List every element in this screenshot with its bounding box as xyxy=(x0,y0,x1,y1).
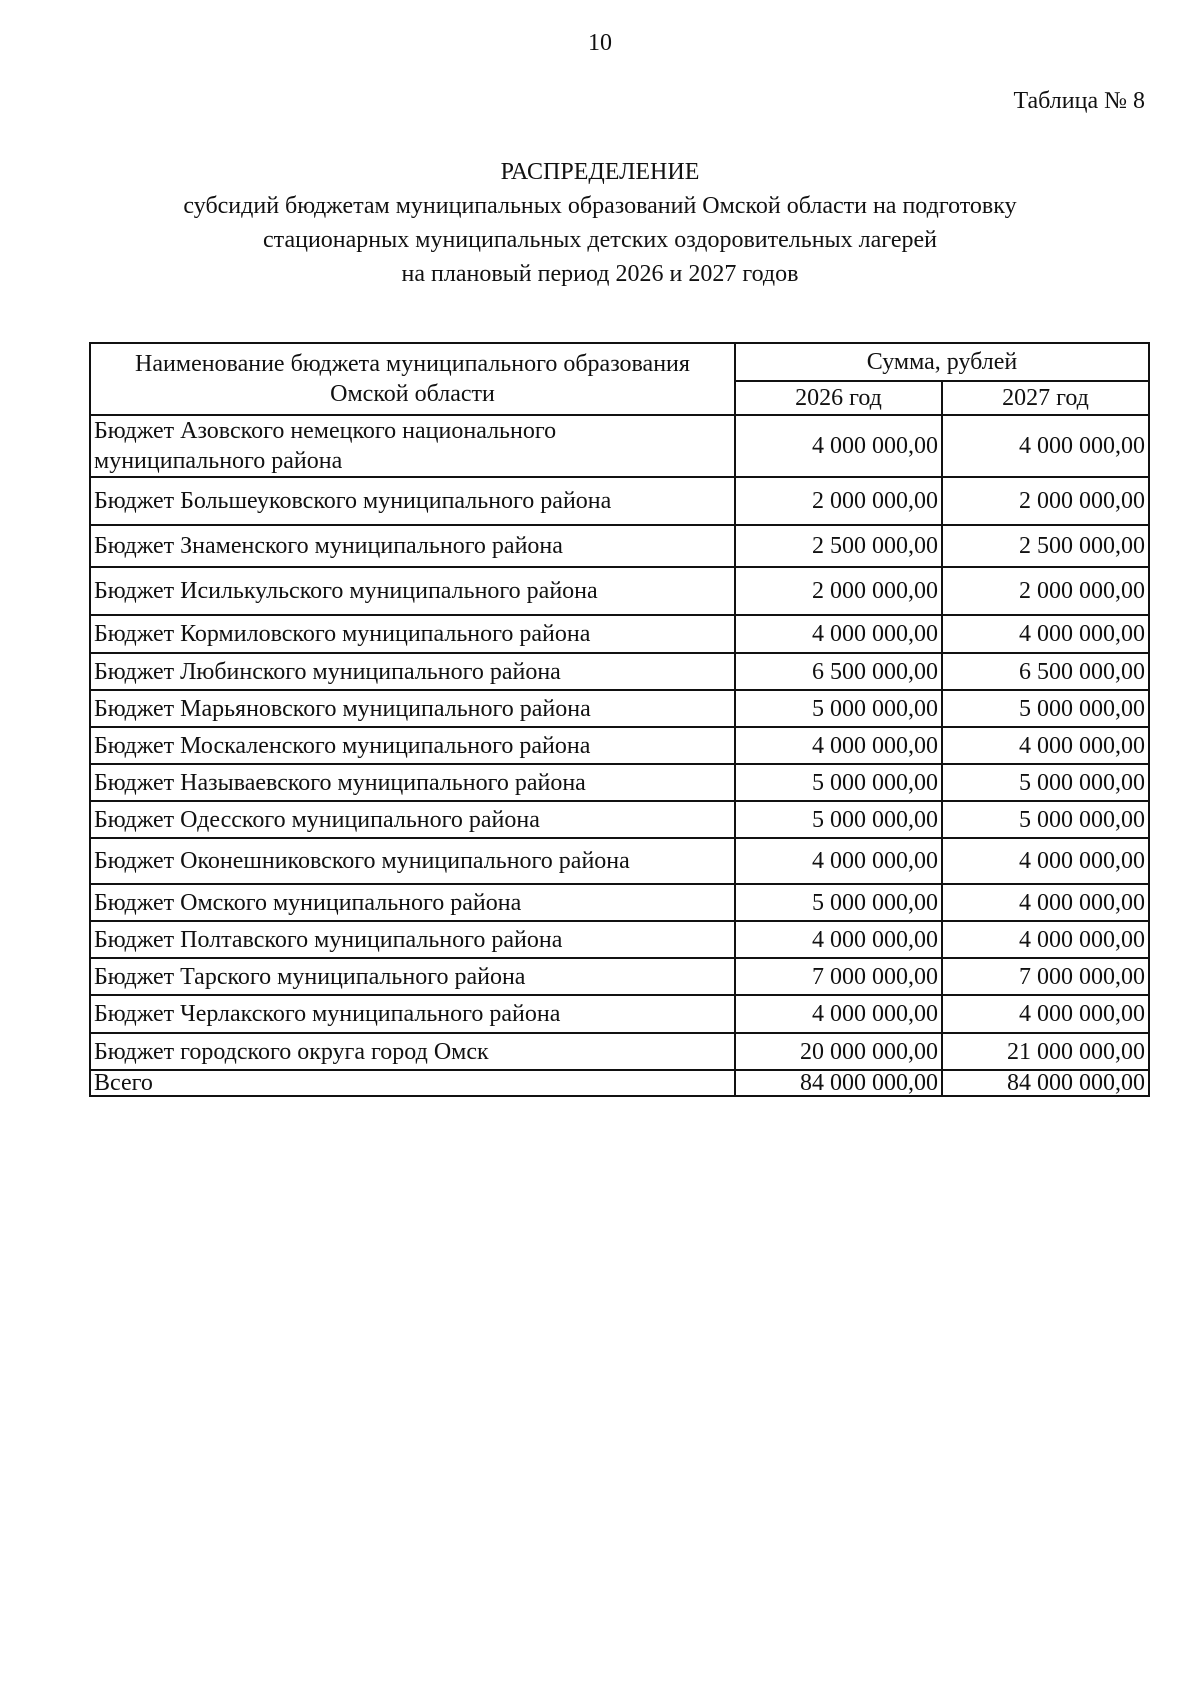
amount-2026-cell: 4 000 000,00 xyxy=(735,615,942,653)
budget-name-cell: Бюджет Омского муниципального района xyxy=(90,884,735,921)
amount-2027-cell: 4 000 000,00 xyxy=(942,921,1149,958)
amount-2026-cell: 5 000 000,00 xyxy=(735,884,942,921)
amount-2026-cell: 2 000 000,00 xyxy=(735,477,942,525)
amount-2027-cell: 7 000 000,00 xyxy=(942,958,1149,995)
amount-2026-cell: 4 000 000,00 xyxy=(735,838,942,884)
table-row xyxy=(90,838,1149,884)
budget-name-cell: Бюджет Знаменского муниципального района xyxy=(90,525,735,567)
budget-name-cell: Бюджет Исилькульского муниципального района xyxy=(90,567,735,615)
table-row xyxy=(90,567,1149,615)
amount-2026-cell: 4 000 000,00 xyxy=(735,415,942,477)
total-row xyxy=(90,1070,1149,1096)
budget-name-cell: Бюджет Большеуковского муниципального района xyxy=(90,477,735,525)
table-row xyxy=(90,727,1149,764)
budget-name-cell: Бюджет городского округа город Омск xyxy=(90,1033,735,1070)
total-2026-cell: 84 000 000,00 xyxy=(735,1070,942,1096)
amount-2027-cell: 4 000 000,00 xyxy=(942,615,1149,653)
document-title xyxy=(0,155,1200,291)
title-line-4: на плановый период 2026 и 2027 годов xyxy=(401,261,799,287)
header-sum: Сумма, рублей xyxy=(735,343,1149,381)
amount-2027-cell: 4 000 000,00 xyxy=(942,727,1149,764)
table-row xyxy=(90,958,1149,995)
page-number: 10 xyxy=(588,30,612,56)
table-row xyxy=(90,615,1149,653)
budget-name-cell: Бюджет Москаленского муниципального района xyxy=(90,727,735,764)
table-row xyxy=(90,415,1149,477)
amount-2026-cell: 4 000 000,00 xyxy=(735,727,942,764)
amount-2027-cell: 2 000 000,00 xyxy=(942,477,1149,525)
table-row xyxy=(90,1033,1149,1070)
budget-name-cell: Бюджет Азовского немецкого национального муниципального района xyxy=(90,415,735,477)
amount-2026-cell: 6 500 000,00 xyxy=(735,653,942,690)
amount-2027-cell: 2 500 000,00 xyxy=(942,525,1149,567)
amount-2026-cell: 2 500 000,00 xyxy=(735,525,942,567)
budget-name-cell: Бюджет Кормиловского муниципального района xyxy=(90,615,735,653)
budget-name-cell: Бюджет Марьяновского муниципального района xyxy=(90,690,735,727)
amount-2026-cell: 5 000 000,00 xyxy=(735,801,942,838)
header-year-2026: 2026 год xyxy=(735,381,942,415)
amount-2027-cell: 21 000 000,00 xyxy=(942,1033,1149,1070)
subsidy-distribution-table xyxy=(89,342,1150,1097)
table-row xyxy=(90,525,1149,567)
amount-2027-cell: 5 000 000,00 xyxy=(942,801,1149,838)
total-2027-cell: 84 000 000,00 xyxy=(942,1070,1149,1096)
amount-2027-cell: 5 000 000,00 xyxy=(942,764,1149,801)
amount-2026-cell: 20 000 000,00 xyxy=(735,1033,942,1070)
amount-2027-cell: 4 000 000,00 xyxy=(942,995,1149,1033)
table-row xyxy=(90,995,1149,1033)
budget-name-cell: Бюджет Любинского муниципального района xyxy=(90,653,735,690)
amount-2026-cell: 5 000 000,00 xyxy=(735,764,942,801)
table-row xyxy=(90,477,1149,525)
amount-2026-cell: 4 000 000,00 xyxy=(735,921,942,958)
budget-name-cell: Бюджет Черлакского муниципального района xyxy=(90,995,735,1033)
title-line-3: стационарных муниципальных детских оздоровительных лагерей xyxy=(263,227,937,253)
budget-name-cell: Бюджет Называевского муниципального района xyxy=(90,764,735,801)
amount-2027-cell: 6 500 000,00 xyxy=(942,653,1149,690)
table-row xyxy=(90,690,1149,727)
budget-name-cell: Бюджет Оконешниковского муниципального района xyxy=(90,838,735,884)
table-row xyxy=(90,801,1149,838)
amount-2027-cell: 5 000 000,00 xyxy=(942,690,1149,727)
budget-name-cell: Бюджет Одесского муниципального района xyxy=(90,801,735,838)
title-line-2: субсидий бюджетам муниципальных образований Омской области на подготовку xyxy=(183,193,1017,219)
table-row xyxy=(90,921,1149,958)
table-body xyxy=(90,415,1149,1096)
amount-2027-cell: 4 000 000,00 xyxy=(942,415,1149,477)
header-budget-name: Наименование бюджета муниципального образования Омской области xyxy=(90,343,735,415)
amount-2026-cell: 4 000 000,00 xyxy=(735,995,942,1033)
budget-name-cell: Бюджет Полтавского муниципального района xyxy=(90,921,735,958)
table-row xyxy=(90,653,1149,690)
title-heading: РАСПРЕДЕЛЕНИЕ xyxy=(500,159,700,185)
amount-2027-cell: 2 000 000,00 xyxy=(942,567,1149,615)
amount-2027-cell: 4 000 000,00 xyxy=(942,838,1149,884)
budget-name-cell: Бюджет Тарского муниципального района xyxy=(90,958,735,995)
table-row xyxy=(90,884,1149,921)
amount-2027-cell: 4 000 000,00 xyxy=(942,884,1149,921)
total-label-cell: Всего xyxy=(90,1070,735,1096)
amount-2026-cell: 2 000 000,00 xyxy=(735,567,942,615)
table-row xyxy=(90,764,1149,801)
amount-2026-cell: 5 000 000,00 xyxy=(735,690,942,727)
table-number-label: Таблица № 8 xyxy=(1013,88,1145,114)
header-year-2027: 2027 год xyxy=(942,381,1149,415)
amount-2026-cell: 7 000 000,00 xyxy=(735,958,942,995)
